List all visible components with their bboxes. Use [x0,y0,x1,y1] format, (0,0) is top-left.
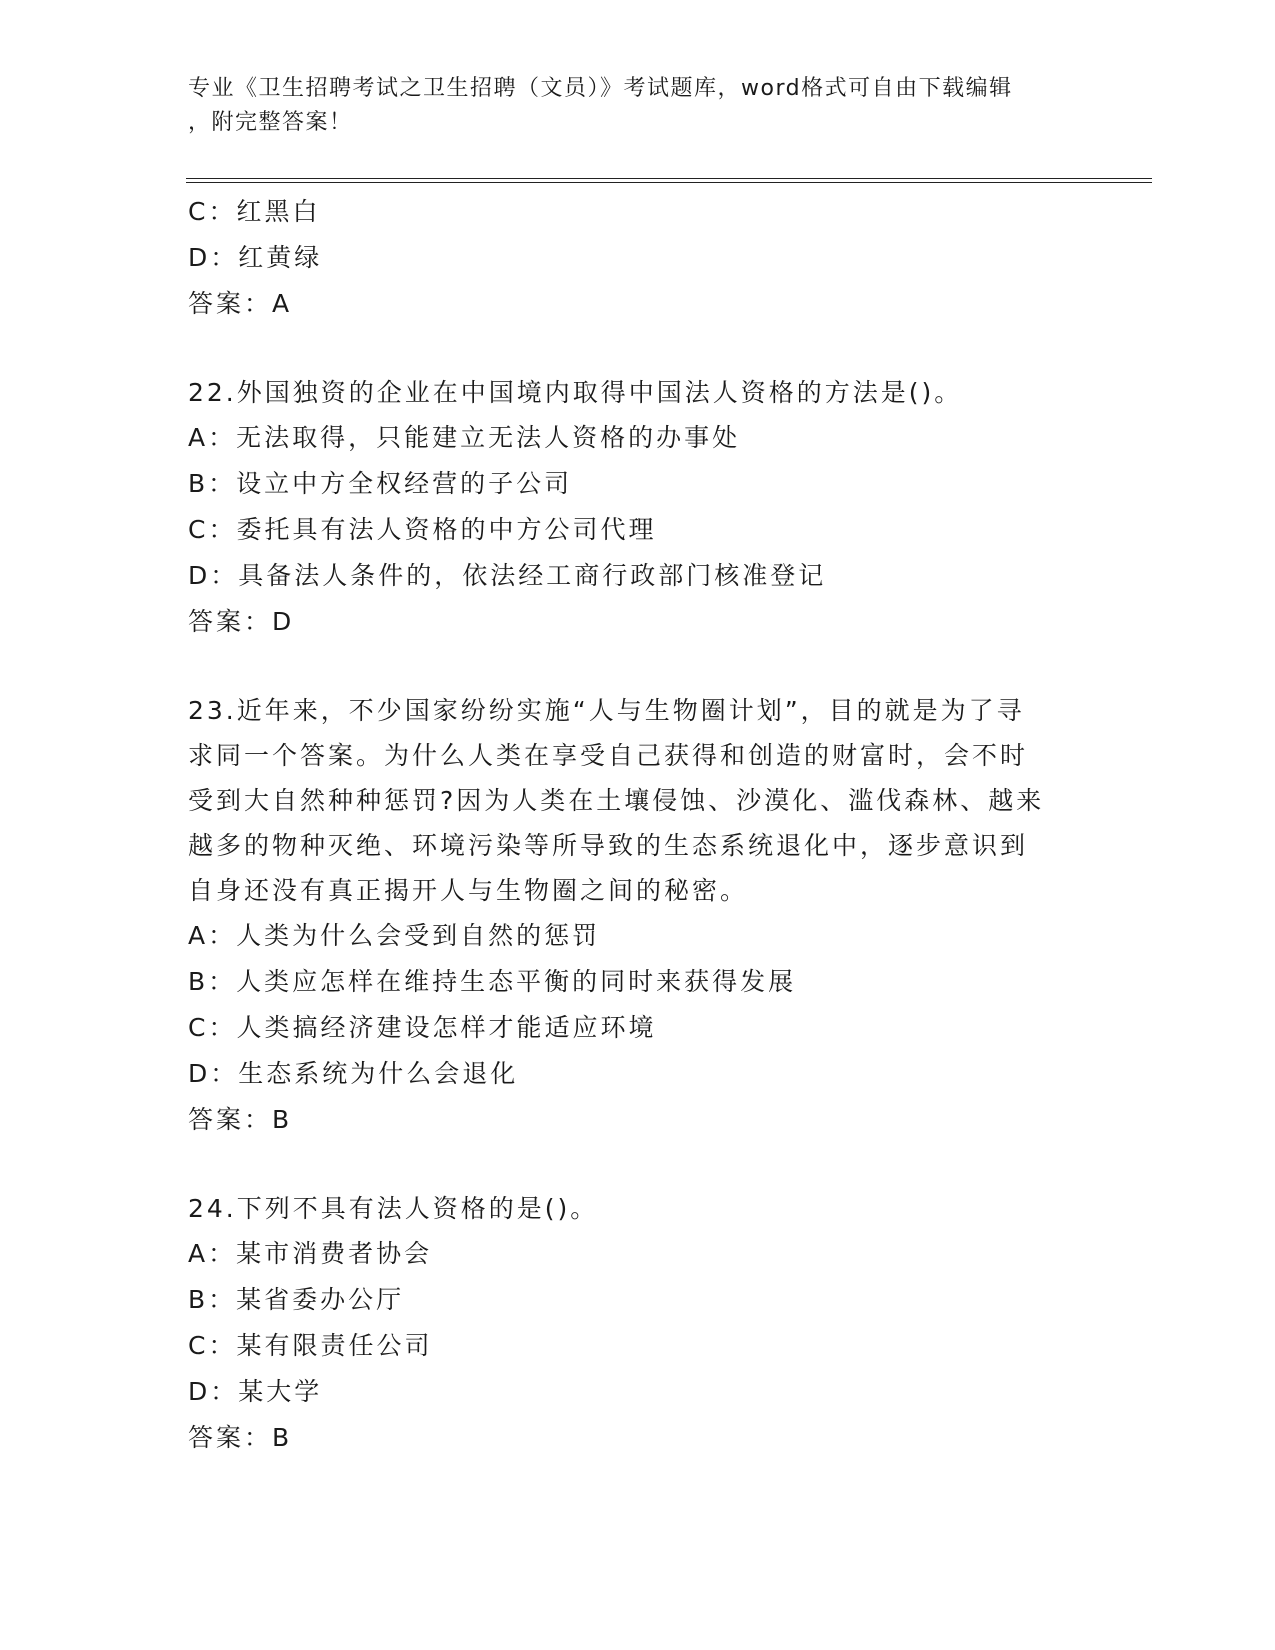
header-divider [186,178,1152,183]
option-c: C：红黑白 [188,197,321,226]
option-d: D：红黄绿 [188,243,323,272]
option-a: A：无法取得，只能建立无法人资格的办事处 [188,423,741,452]
answer-line: 答案：D [188,607,295,636]
option-c: C：委托具有法人资格的中方公司代理 [188,515,657,544]
question-stem [188,1186,1088,1231]
question-stem [188,688,1088,913]
document-header [188,72,1068,140]
question-stem [188,370,1088,415]
question-list [188,189,1088,1461]
answer-line: 答案：B [188,1105,293,1134]
option-b: B：人类应怎样在维持生态平衡的同时来获得发展 [188,967,797,996]
option-d: D：生态系统为什么会退化 [188,1059,519,1088]
question-24 [188,1186,1088,1461]
option-b: B：某省委办公厅 [188,1285,405,1314]
option-b: B：设立中方全权经营的子公司 [188,469,573,498]
stem-line: 22.外国独资的企业在中国境内取得中国法人资格的方法是()。 [188,378,963,407]
question-prev-tail [188,189,1088,327]
option-a: A：人类为什么会受到自然的惩罚 [188,921,601,950]
stem-line: 越多的物种灭绝、环境污染等所导致的生态系统退化中，逐步意识到 [188,831,1029,860]
answer-line: 答案：A [188,289,293,318]
question-22 [188,370,1088,645]
stem-line: 24.下列不具有法人资格的是()。 [188,1194,599,1223]
stem-line: 求同一个答案。为什么人类在享受自己获得和创造的财富时，会不时 [188,741,1029,770]
answer-line: 答案：B [188,1423,293,1452]
header-line-2: ，附完整答案！ [188,110,353,135]
option-c: C：人类搞经济建设怎样才能适应环境 [188,1013,657,1042]
stem-line: 23.近年来，不少国家纷纷实施“人与生物圈计划”，目的就是为了寻 [188,696,1025,725]
option-d: D：某大学 [188,1377,323,1406]
stem-line: 受到大自然种种惩罚?因为人类在土壤侵蚀、沙漠化、滥伐森林、越来 [188,786,1045,815]
stem-line: 自身还没有真正揭开人与生物圈之间的秘密。 [188,876,749,905]
header-line-1: 专业《卫生招聘考试之卫生招聘（文员）》考试题库，word格式可自由下载编辑 [188,76,1013,101]
question-23 [188,688,1088,1143]
option-a: A：某市消费者协会 [188,1239,433,1268]
option-c: C：某有限责任公司 [188,1331,433,1360]
option-d: D：具备法人条件的，依法经工商行政部门核准登记 [188,561,827,590]
